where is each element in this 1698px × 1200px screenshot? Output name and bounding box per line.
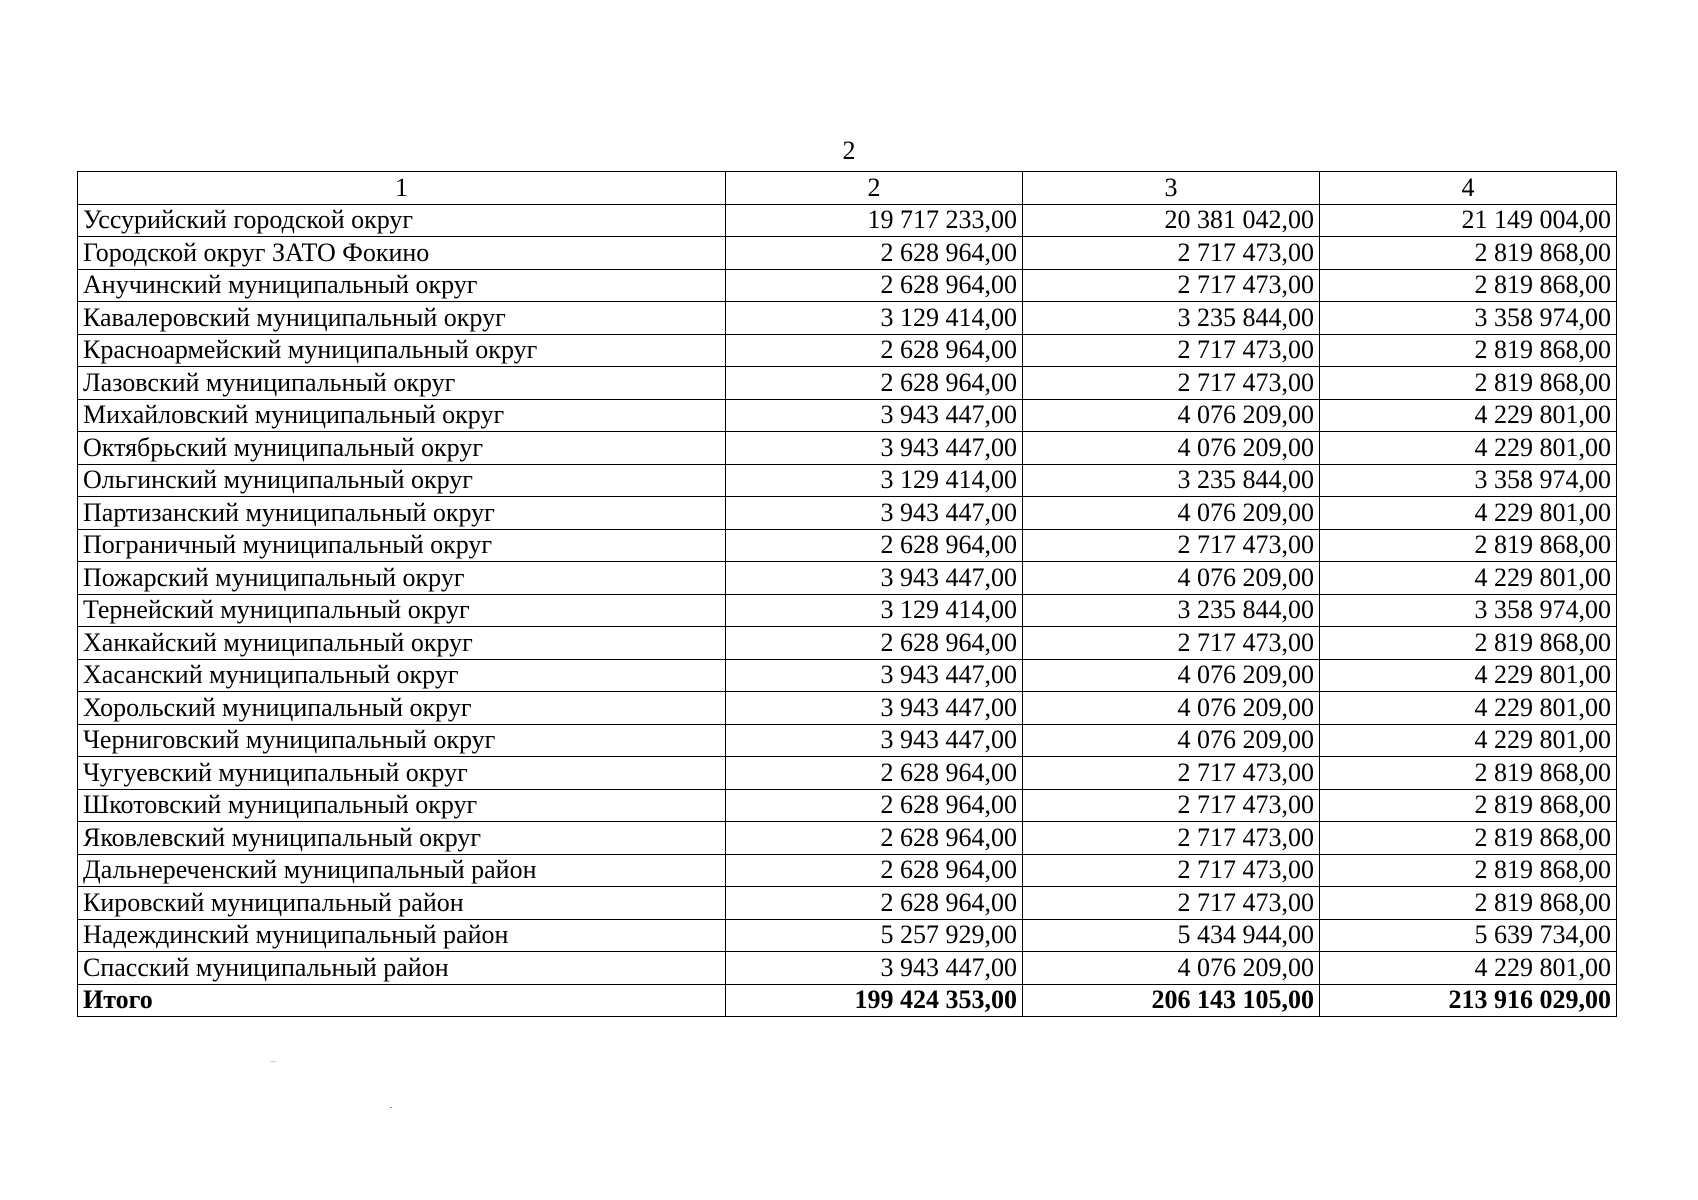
- table-row: [78, 562, 1617, 595]
- value-col-4: 4 229 801,00: [1320, 659, 1617, 692]
- table-row: [78, 237, 1617, 270]
- value-col-4: 3 358 974,00: [1320, 302, 1617, 335]
- table-row: [78, 399, 1617, 432]
- value-col-3: 2 717 473,00: [1023, 627, 1320, 660]
- value-col-2: 3 943 447,00: [726, 497, 1023, 530]
- table-body: [78, 204, 1617, 984]
- municipality-name: Черниговский муниципальный округ: [78, 724, 726, 757]
- total-value-4: 213 916 029,00: [1320, 984, 1617, 1017]
- value-col-3: 2 717 473,00: [1023, 367, 1320, 400]
- municipality-name: Спасский муниципальный район: [78, 952, 726, 985]
- table-row: [78, 789, 1617, 822]
- municipality-name: Партизанский муниципальный округ: [78, 497, 726, 530]
- value-col-3: 3 235 844,00: [1023, 302, 1320, 335]
- value-col-3: 2 717 473,00: [1023, 887, 1320, 920]
- value-col-4: 2 819 868,00: [1320, 887, 1617, 920]
- value-col-4: 3 358 974,00: [1320, 464, 1617, 497]
- value-col-3: 2 717 473,00: [1023, 789, 1320, 822]
- value-col-3: 2 717 473,00: [1023, 757, 1320, 790]
- value-col-4: 2 819 868,00: [1320, 529, 1617, 562]
- value-col-4: 2 819 868,00: [1320, 334, 1617, 367]
- value-col-4: 4 229 801,00: [1320, 724, 1617, 757]
- value-col-4: 4 229 801,00: [1320, 432, 1617, 465]
- value-col-3: 2 717 473,00: [1023, 854, 1320, 887]
- value-col-4: 2 819 868,00: [1320, 789, 1617, 822]
- table-row: [78, 692, 1617, 725]
- value-col-4: 4 229 801,00: [1320, 952, 1617, 985]
- table-row: [78, 367, 1617, 400]
- municipality-name: Тернейский муниципальный округ: [78, 594, 726, 627]
- value-col-4: 4 229 801,00: [1320, 497, 1617, 530]
- scan-speck: [270, 1061, 276, 1062]
- value-col-3: 2 717 473,00: [1023, 334, 1320, 367]
- value-col-2: 3 943 447,00: [726, 399, 1023, 432]
- value-col-3: 4 076 209,00: [1023, 562, 1320, 595]
- column-header-3: 3: [1023, 172, 1320, 205]
- value-col-2: 3 129 414,00: [726, 594, 1023, 627]
- municipality-name: Красноармейский муниципальный округ: [78, 334, 726, 367]
- municipality-name: Кировский муниципальный район: [78, 887, 726, 920]
- table-row: [78, 302, 1617, 335]
- allocation-table: [77, 171, 1617, 1017]
- value-col-2: 3 943 447,00: [726, 952, 1023, 985]
- value-col-2: 19 717 233,00: [726, 204, 1023, 237]
- municipality-name: Пожарский муниципальный округ: [78, 562, 726, 595]
- value-col-4: 2 819 868,00: [1320, 822, 1617, 855]
- value-col-3: 4 076 209,00: [1023, 659, 1320, 692]
- table-row: [78, 659, 1617, 692]
- value-col-2: 2 628 964,00: [726, 367, 1023, 400]
- table-row: [78, 334, 1617, 367]
- municipality-name: Городской округ ЗАТО Фокино: [78, 237, 726, 270]
- value-col-2: 3 943 447,00: [726, 562, 1023, 595]
- value-col-3: 4 076 209,00: [1023, 432, 1320, 465]
- value-col-4: 21 149 004,00: [1320, 204, 1617, 237]
- column-header-2: 2: [726, 172, 1023, 205]
- value-col-3: 2 717 473,00: [1023, 237, 1320, 270]
- value-col-2: 2 628 964,00: [726, 269, 1023, 302]
- value-col-4: 2 819 868,00: [1320, 237, 1617, 270]
- municipality-name: Уссурийский городской округ: [78, 204, 726, 237]
- total-row: [78, 984, 1617, 1017]
- table-row: [78, 724, 1617, 757]
- value-col-3: 4 076 209,00: [1023, 692, 1320, 725]
- value-col-3: 4 076 209,00: [1023, 952, 1320, 985]
- value-col-3: 5 434 944,00: [1023, 919, 1320, 952]
- table-row: [78, 822, 1617, 855]
- total-value-2: 199 424 353,00: [726, 984, 1023, 1017]
- value-col-2: 3 943 447,00: [726, 659, 1023, 692]
- value-col-4: 2 819 868,00: [1320, 757, 1617, 790]
- value-col-4: 2 819 868,00: [1320, 854, 1617, 887]
- municipality-name: Михайловский муниципальный округ: [78, 399, 726, 432]
- table-row: [78, 919, 1617, 952]
- value-col-2: 3 943 447,00: [726, 724, 1023, 757]
- value-col-2: 2 628 964,00: [726, 887, 1023, 920]
- value-col-2: 2 628 964,00: [726, 237, 1023, 270]
- value-col-3: 4 076 209,00: [1023, 724, 1320, 757]
- value-col-3: 2 717 473,00: [1023, 269, 1320, 302]
- municipality-name: Хорольский муниципальный округ: [78, 692, 726, 725]
- municipality-name: Ольгинский муниципальный округ: [78, 464, 726, 497]
- municipality-name: Октябрьский муниципальный округ: [78, 432, 726, 465]
- table-row: [78, 627, 1617, 660]
- page-number: 2: [842, 136, 856, 165]
- value-col-2: 3 129 414,00: [726, 302, 1023, 335]
- table-row: [78, 757, 1617, 790]
- value-col-4: 4 229 801,00: [1320, 562, 1617, 595]
- municipality-name: Кавалеровский муниципальный округ: [78, 302, 726, 335]
- value-col-4: 2 819 868,00: [1320, 367, 1617, 400]
- value-col-2: 2 628 964,00: [726, 334, 1023, 367]
- value-col-4: 3 358 974,00: [1320, 594, 1617, 627]
- value-col-3: 2 717 473,00: [1023, 529, 1320, 562]
- municipality-name: Пограничный муниципальный округ: [78, 529, 726, 562]
- value-col-4: 5 639 734,00: [1320, 919, 1617, 952]
- municipality-name: Яковлевский муниципальный округ: [78, 822, 726, 855]
- value-col-3: 3 235 844,00: [1023, 464, 1320, 497]
- value-col-2: 3 129 414,00: [726, 464, 1023, 497]
- municipality-name: Хасанский муниципальный округ: [78, 659, 726, 692]
- value-col-2: 2 628 964,00: [726, 529, 1023, 562]
- value-col-4: 4 229 801,00: [1320, 399, 1617, 432]
- table-row: [78, 854, 1617, 887]
- value-col-2: 2 628 964,00: [726, 757, 1023, 790]
- table-row: [78, 432, 1617, 465]
- total-label: Итого: [78, 984, 726, 1017]
- table-row: [78, 529, 1617, 562]
- column-number-row: [78, 172, 1617, 205]
- table-row: [78, 594, 1617, 627]
- value-col-2: 5 257 929,00: [726, 919, 1023, 952]
- value-col-2: 2 628 964,00: [726, 789, 1023, 822]
- municipality-name: Дальнереченский муниципальный район: [78, 854, 726, 887]
- total-value-3: 206 143 105,00: [1023, 984, 1320, 1017]
- table-row: [78, 887, 1617, 920]
- table-row: [78, 464, 1617, 497]
- table-row: [78, 952, 1617, 985]
- value-col-4: 2 819 868,00: [1320, 627, 1617, 660]
- scan-speck: [390, 1107, 392, 1108]
- municipality-name: Ханкайский муниципальный округ: [78, 627, 726, 660]
- value-col-2: 3 943 447,00: [726, 692, 1023, 725]
- value-col-3: 20 381 042,00: [1023, 204, 1320, 237]
- municipality-name: Шкотовский муниципальный округ: [78, 789, 726, 822]
- value-col-2: 2 628 964,00: [726, 822, 1023, 855]
- table-row: [78, 497, 1617, 530]
- municipality-name: Надеждинский муниципальный район: [78, 919, 726, 952]
- value-col-2: 2 628 964,00: [726, 854, 1023, 887]
- value-col-3: 4 076 209,00: [1023, 399, 1320, 432]
- municipality-name: Лазовский муниципальный округ: [78, 367, 726, 400]
- value-col-4: 4 229 801,00: [1320, 692, 1617, 725]
- value-col-2: 3 943 447,00: [726, 432, 1023, 465]
- column-header-1: 1: [78, 172, 726, 205]
- value-col-2: 2 628 964,00: [726, 627, 1023, 660]
- municipality-name: Чугуевский муниципальный округ: [78, 757, 726, 790]
- value-col-4: 2 819 868,00: [1320, 269, 1617, 302]
- table-row: [78, 269, 1617, 302]
- value-col-3: 4 076 209,00: [1023, 497, 1320, 530]
- municipality-name: Анучинский муниципальный округ: [78, 269, 726, 302]
- value-col-3: 3 235 844,00: [1023, 594, 1320, 627]
- table-row: [78, 204, 1617, 237]
- value-col-3: 2 717 473,00: [1023, 822, 1320, 855]
- column-header-4: 4: [1320, 172, 1617, 205]
